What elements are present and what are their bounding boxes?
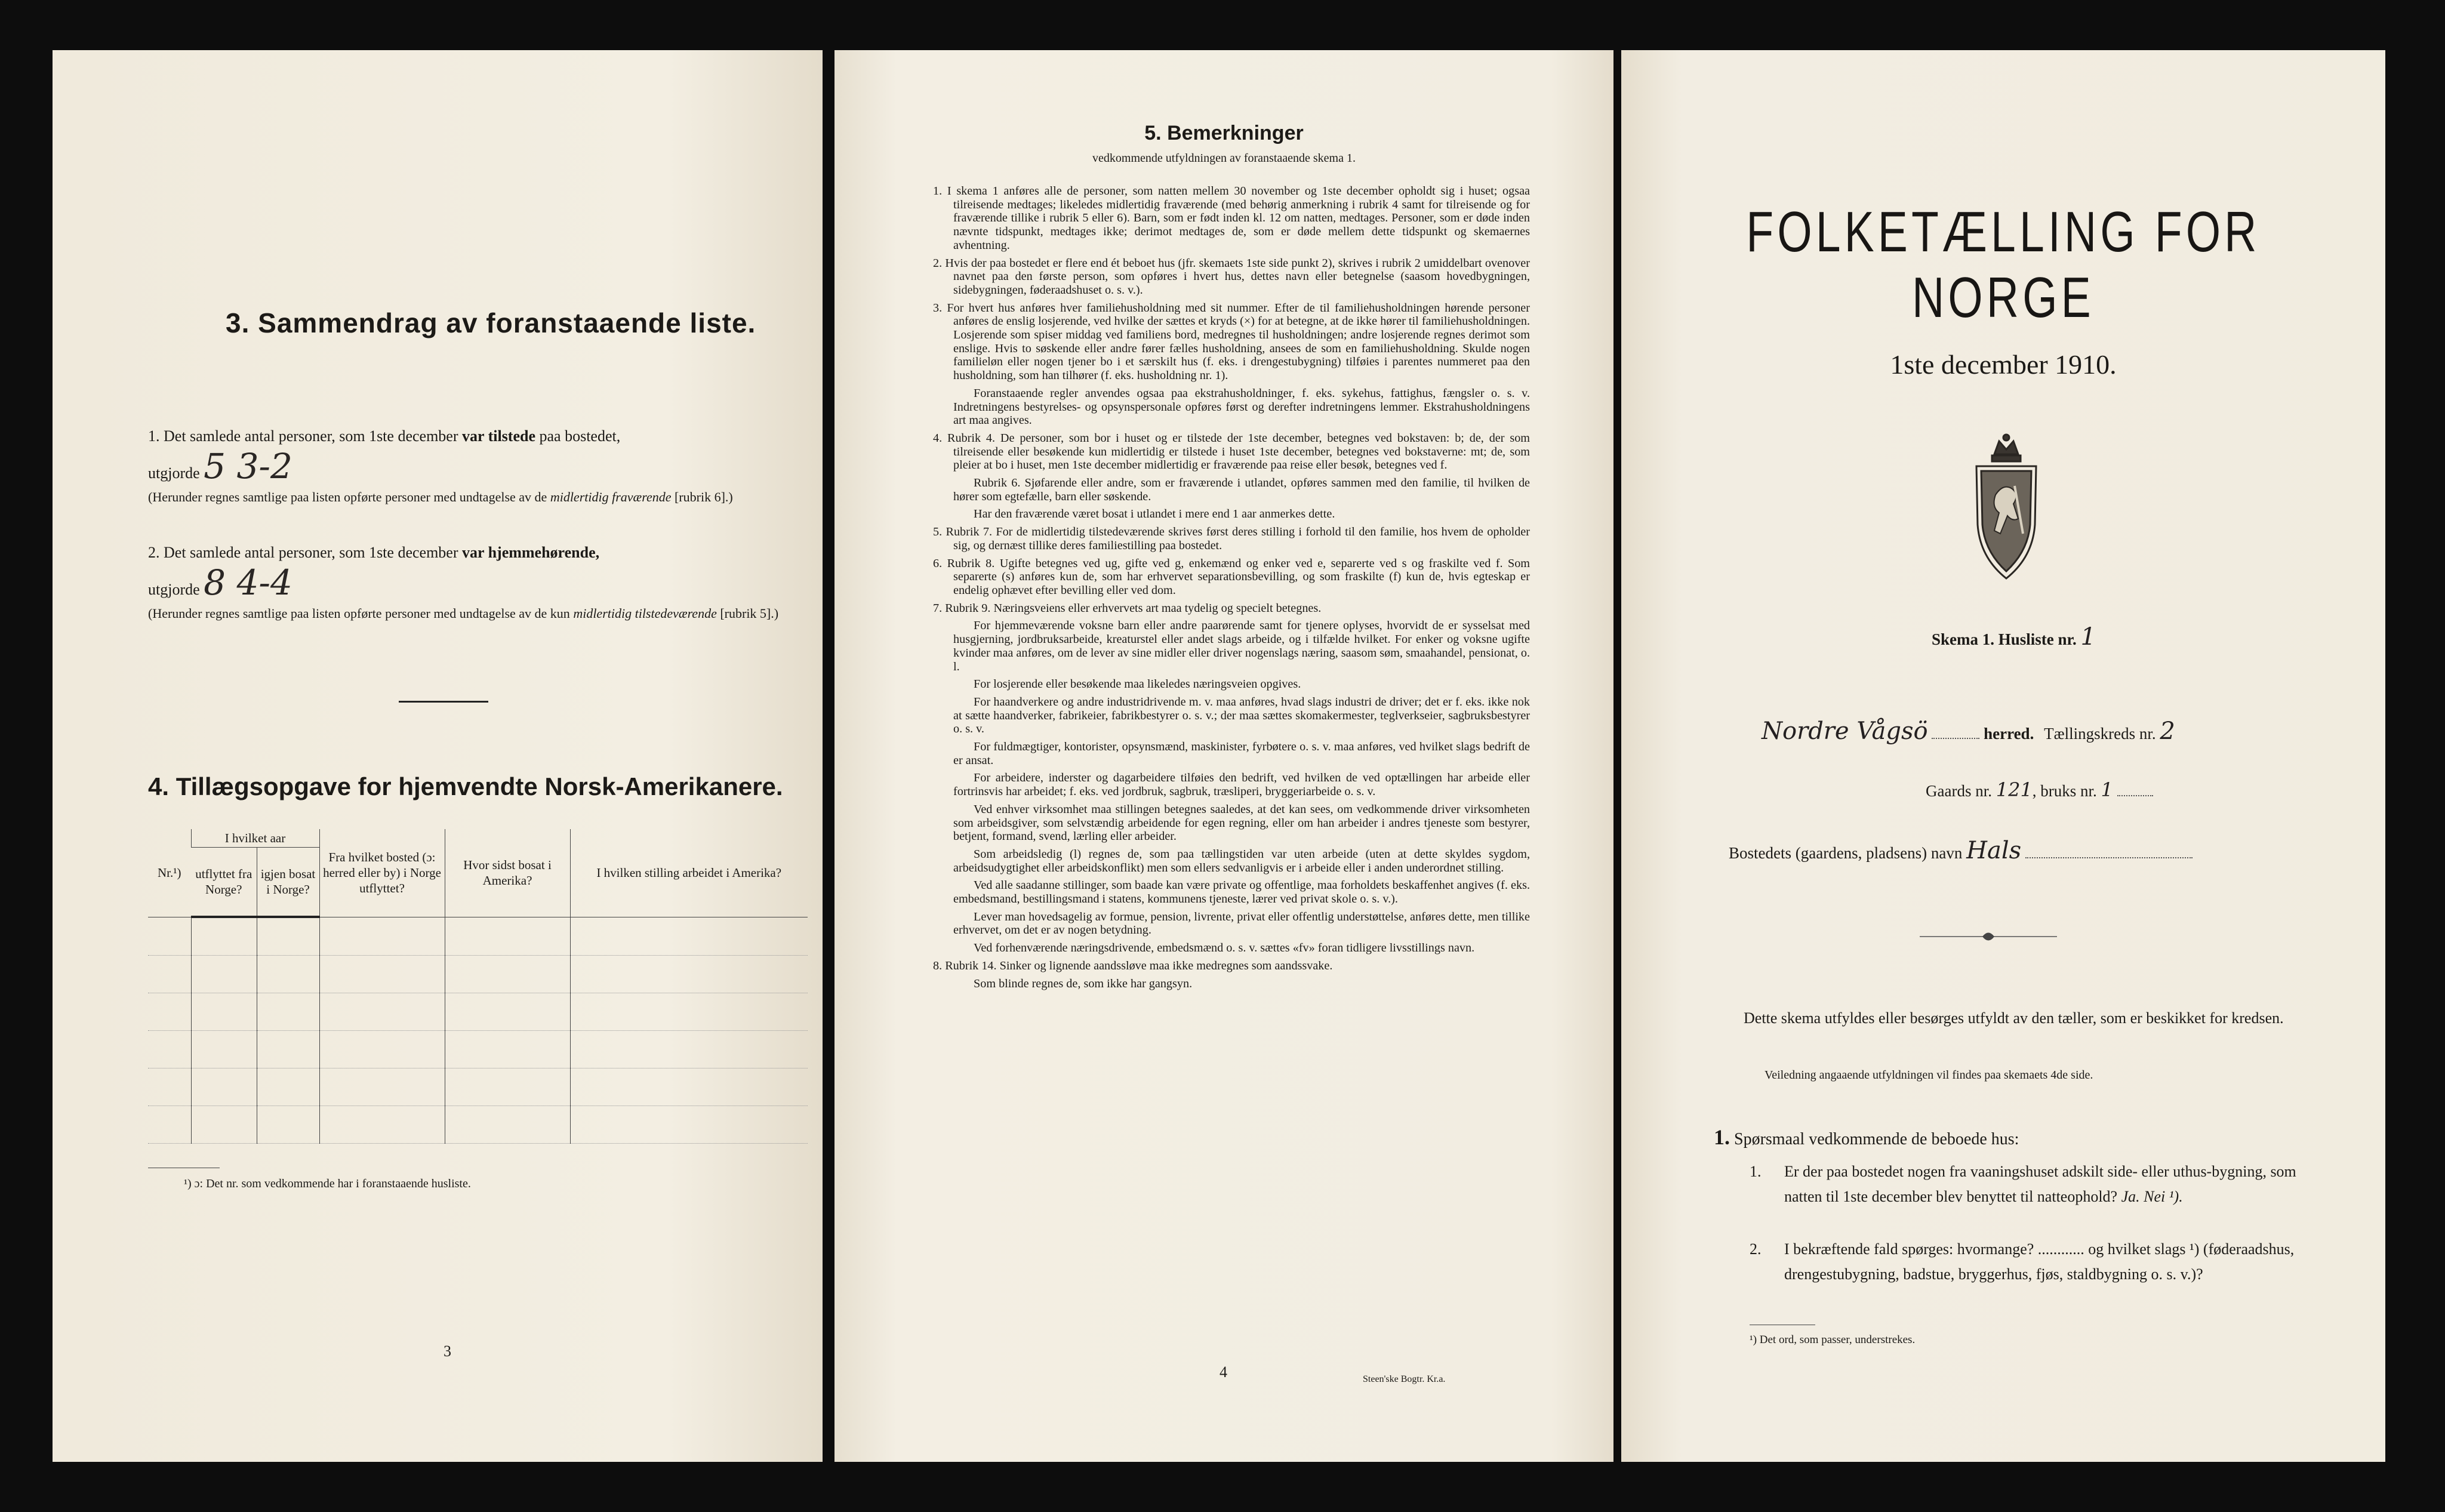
- fill-line: [2025, 857, 2193, 858]
- herred-line: [1714, 717, 2341, 745]
- section4-title: 4. Tillægsopgave for hjemvendte Norsk-Amerikanere.: [148, 772, 783, 800]
- item2-handwritten: 8 4-4: [204, 562, 292, 603]
- fill-line: [2117, 795, 2153, 796]
- guidance-text: Veiledning angaaende utfyldningen vil findes paa skemaets 4de side.: [1765, 1068, 2093, 1082]
- table-row: [148, 1106, 808, 1144]
- remark-paragraph: For losjerende eller besøkende maa likeledes næringsveien opgives.: [974, 678, 1301, 691]
- q1-number: 1.: [1750, 1163, 1762, 1180]
- remark-paragraph: 2. Hvis der paa bostedet er flere end ét beboet hus (jfr. skemaets 1ste side punkt 2), skrives i rubrik 2 umiddelbart ovenover navnet paa den første person, som opføres i hvert hus, dettes navn eller betegnelse (saasom hovedbygningen, sidebygningen, føderaadshuset o. s. v.).: [933, 256, 1530, 297]
- kreds-label: Tællingskreds nr.: [2044, 725, 2156, 743]
- col-header-fra: Fra hvilket bosted (ɔ: herred eller by) i Norge utflyttet?: [319, 829, 445, 917]
- table-row: [148, 1031, 808, 1068]
- item1-bold: var tilstede: [462, 427, 535, 445]
- bosted-label: Bostedets (gaardens, pladsens) navn: [1729, 844, 1963, 862]
- col-header-hvor: Hvor sidst bosat i Amerika?: [445, 829, 570, 917]
- col-header-nr: Nr.¹): [148, 829, 191, 917]
- remark-paragraph: 1. I skema 1 anføres alle de personer, som natten mellem 30 november og 1ste december opholdt sig i huset; ogsaa tilreisende medtages; likeledes midlertidig fraværende (med behørig anmerkning i rubrik 4 samt for tilreisende og for fraværende tillike i rubrik 5 eller 6). Barn, som er født inden kl. 12 om natten, medtages. Personer, som er døde inden nævnte tidspunkt, medtages ikke; derimot medtages de, som er døde mellem dette tidspunkt og skemaernes avhentning.: [933, 184, 1530, 252]
- remark-paragraph: For haandverkere og andre industridrivende m. v. maa anføres, hvad slags industri de driver; det er f. eks. ikke nok at sætte haandverker, fabrikeier, fabrikbestyrer o. s. v.; der maa sættes skomakermester, teglverkseier, sagbruksbestyrer o. s. v.: [953, 695, 1530, 736]
- item2-note-tail: [rubrik 5].): [720, 606, 779, 621]
- herred-handwritten: Nordre Vågsö: [1762, 717, 1928, 745]
- item2-bold: var hjemmehørende,: [462, 544, 600, 561]
- item2-note-italic: midlertidig tilstedeværende: [573, 606, 717, 621]
- section1-title: Spørsmaal vedkommende de beboede hus:: [1734, 1130, 2019, 1148]
- printer-mark: Steen'ske Bogtr. Kr.a.: [1363, 1374, 1446, 1384]
- remarks-subtitle: vedkommende utfyldningen av foranstaaende skema 1.: [1092, 152, 1356, 165]
- husliste-number-handwritten: 1: [2080, 623, 2096, 651]
- bruks-label: bruks nr.: [2040, 782, 2097, 800]
- item1-note-tail: [rubrik 6].): [674, 489, 733, 504]
- item1-handwritten: 5 3-2: [204, 446, 292, 486]
- section1-number: 1.: [1714, 1125, 1730, 1149]
- remark-paragraph: Har den fraværende været bosat i utlandet i mere end 1 aar anmerkes dette.: [974, 507, 1335, 521]
- summary-item-1: [148, 423, 817, 507]
- coat-of-arms-icon: [1970, 429, 2042, 584]
- kreds-handwritten: 2: [2160, 717, 2175, 745]
- remark-paragraph: Ved enhver virksomhet maa stillingen betegnes saaledes, at det kan sees, om vedkommende driver virksomheten som arbeidsgiver, som selvstændig arbeidende for egen regning, eller om han arbeider i andres tjeneste som bestyrer, betjent, formand, svend, lærling eller arbeider.: [953, 802, 1530, 843]
- remark-paragraph: For fuldmægtiger, kontorister, opsynsmænd, maskinister, fyrbøtere o. s. v. maa anføres, ved hvilket slags bedrift de er ansat.: [953, 740, 1530, 767]
- census-date: 1ste december 1910.: [1890, 349, 2117, 380]
- gaards-handwritten: 121: [1996, 778, 2033, 801]
- item2-note: (Herunder regnes samtlige paa listen opførte personer med undtagelse av de kun: [148, 606, 570, 621]
- question-2: [1750, 1237, 2323, 1287]
- section1-heading: [1714, 1125, 2019, 1150]
- section3-title: 3. Sammendrag av foranstaaende liste.: [226, 307, 756, 338]
- remark-paragraph: Lever man hovedsagelig av formue, pension, livrente, privat eller offentlig understøttelse, anføres dette, men tillike erhvervet, om det er av nogen betydning.: [953, 910, 1530, 937]
- item1-note: (Herunder regnes samtlige paa listen opførte personer med undtagelse av de: [148, 489, 547, 504]
- remark-paragraph: For arbeidere, inderster og dagarbeidere tilføies den bedrift, ved hvilken de ved optællingen har arbeide eller fortrinsvis har arbeidet; f. eks. ved jordbruk, sagbruk, træsliperi, bryggeriarbeide o. s. v.: [953, 771, 1530, 799]
- col-header-stilling: I hvilken stilling arbeidet i Amerika?: [570, 829, 808, 917]
- remark-paragraph: 6. Rubrik 8. Ugifte betegnes ved ug, gifte ved g, enkemænd og enker ved e, separerte ved s og fraskilte ved f. Som separerte (s) anføres kun de, som har erhvervet separationsbevilling, og som fraskilte (f) kun de, hvis egteskap er endelig ophævet efter bevilling eller ved dom.: [933, 556, 1530, 597]
- table-row: [148, 917, 808, 956]
- page-number: 3: [444, 1342, 451, 1360]
- remark-paragraph: 7. Rubrik 9. Næringsveiens eller erhvervets art maa tydelig og specielt betegnes.: [933, 601, 1322, 615]
- gaards-line: Gaards nr. 121, bruks nr. 1: [1926, 778, 2153, 801]
- remark-paragraph: For hjemmeværende voksne barn eller andre paarørende samt for tjenere oplyses, hvorvidt de er sysselsat med husgjerning, jordbruksarbeide, kreaturstel eller andet slags arbeide, og i tilfælde hvilket. For enker og voksne ugifte kvinder maa anføres, om de lever av sine midler eller driver nogenslags næring, saasom søm, smaahandel, pensionat, o. l.: [953, 619, 1530, 673]
- remark-paragraph: Som blinde regnes de, som ikke har gangsyn.: [974, 977, 1193, 990]
- table-row: [148, 993, 808, 1031]
- remark-paragraph: 3. For hvert hus anføres hver familiehusholdning med sit nummer. Efter de til familiehusholdningen hørende personer anføres de enslig losjerende, ved hvilke der sættes et kryds (×) for at betegne, at de ikke hører til familiehusholdningen. Losjerende som spiser middag ved familiens bord, medregnes til husholdningen; andre losjerende regnes derimot som enslige. Hvis to søskende eller andre fører fælles husholdning, ansees de som en familiehusholdning. Skulde nogen familieløn eller nogen tjener bo i et særskilt hus (f. eks. i drengestubygning) tilføies i parentes nummeret paa den husholdning, som han tilhører (f. eks. husholdning nr. 1).: [933, 301, 1530, 383]
- item1-note-italic: midlertidig fraværende: [550, 489, 672, 504]
- remark-paragraph: 8. Rubrik 14. Sinker og lignende aandssløve maa ikke medregnes som aandssvake.: [933, 959, 1333, 972]
- remark-paragraph: 5. Rubrik 7. For de midlertidig tilstedeværende skrives først deres stilling i forhold til den familie, hos hvem de opholder sig, og dernæst tillike deres familiestilling paa bostedet.: [933, 525, 1530, 552]
- col-header-utflyttet: utflyttet fra Norge?: [191, 848, 257, 917]
- bosted-line: [1729, 837, 2193, 864]
- table-row: [148, 956, 808, 993]
- remarks-title: 5. Bemerkninger: [1144, 122, 1304, 144]
- remark-paragraph: 4. Rubrik 4. De personer, som bor i huset og er tilstede der 1ste december, betegnes ved bokstaven: b; de, der som tilreisende eller besøkende kun midlertidig er tilstede i huset 1ste december, betegnes ved bokstaverne: mt; de, som pleier at bo i huset, men 1ste december midlertidig er fraværende paa reise eller besøk, betegnes ved f.: [933, 431, 1530, 472]
- item2-label: utgjorde: [148, 581, 200, 598]
- main-title: FOLKETÆLLING FOR NORGE: [1746, 200, 2261, 330]
- skema-line: [1932, 623, 2096, 651]
- divider: [399, 701, 488, 703]
- q1-text: Er der paa bostedet nogen fra vaaningshuset adskilt side- eller uthus-bygning, som natten til 1ste december blev benyttet til natteophold?: [1784, 1163, 2296, 1205]
- q2-text: I bekræftende fald spørges: hvormange? ............ og hvilket slags ¹) (føderaadshus, drengestubygning, badstue, bryggerhus, fjøs, staldbygning o. s. v.)?: [1784, 1240, 2295, 1283]
- bosted-handwritten: Hals: [1966, 837, 2022, 864]
- remark-paragraph: Ved forhenværende næringsdrivende, embedsmænd o. s. v. sættes «fv» foran tidligere livsstillings navn.: [974, 941, 1475, 955]
- ornament-icon: [1920, 928, 2057, 946]
- item1-tail: paa bostedet,: [539, 427, 621, 445]
- q2-number: 2.: [1750, 1240, 1762, 1258]
- summary-item-2: [148, 540, 817, 623]
- footnote: ¹) Det ord, som passer, understrekes.: [1750, 1334, 1916, 1346]
- fill-line: [1932, 737, 1979, 739]
- col-header-igjen: igjen bosat i Norge?: [257, 848, 319, 917]
- page-middle: [834, 50, 1613, 1462]
- item1-text: 1. Det samlede antal personer, som 1ste december: [148, 427, 458, 445]
- page-left: [53, 50, 823, 1462]
- info-text: Dette skema utfyldes eller besørges utfyldt av den tæller, som er beskikket for kredsen.: [1744, 1009, 2284, 1027]
- skema-label: Skema 1. Husliste nr.: [1932, 630, 2077, 648]
- question-1: [1750, 1159, 2323, 1209]
- remark-paragraph: Foranstaaende regler anvendes ogsaa paa ekstrahusholdninger, f. eks. sykehus, fattighus, fængsler o. s. v. Indretningens bestyrelses- og opsynspersonale opføres først og derefter indretningens lemmer. Ekstrahusholdningens art maa angives.: [953, 386, 1530, 427]
- bruks-handwritten: 1: [2101, 778, 2113, 801]
- item1-label: utgjorde: [148, 464, 200, 482]
- norsk-amerikanere-table: [148, 829, 808, 1144]
- remarks-body: [933, 184, 1530, 994]
- page-number: 4: [1220, 1363, 1227, 1381]
- remark-paragraph: Rubrik 6. Sjøfarende eller andre, som er fraværende i utlandet, opføres sammen med den familie, til hvilken de hører som egtefælle, barn eller søskende.: [953, 476, 1530, 503]
- gaards-label: Gaards nr.: [1926, 782, 1992, 800]
- item2-text: 2. Det samlede antal personer, som 1ste december: [148, 544, 458, 561]
- herred-label: herred.: [1984, 725, 2034, 743]
- remark-paragraph: Som arbeidsledig (l) regnes de, som paa tællingstiden var uten arbeide (uten at dette skyldes sygdom, arbeidsudygtighet eller arbeidskonflikt) men som ellers sedvanligvis er i arbeide eller i anden underordnet stilling.: [953, 847, 1530, 874]
- remark-paragraph: Ved alle saadanne stillinger, som baade kan være private og offentlige, maa forholdets beskaffenhet angives (f. eks. embedsmand, bestillingsmand i statens, kommunens tjeneste, lærer ved privat skole o. s. v.).: [953, 879, 1530, 906]
- col-group-header: I hvilket aar: [191, 829, 319, 848]
- table-row: [148, 1068, 808, 1106]
- q1-answer: Ja. Nei ¹).: [2121, 1188, 2183, 1205]
- footnote: ¹) ɔ: Det nr. som vedkommende har i foranstaaende husliste.: [184, 1177, 471, 1190]
- page-right: [1621, 50, 2385, 1462]
